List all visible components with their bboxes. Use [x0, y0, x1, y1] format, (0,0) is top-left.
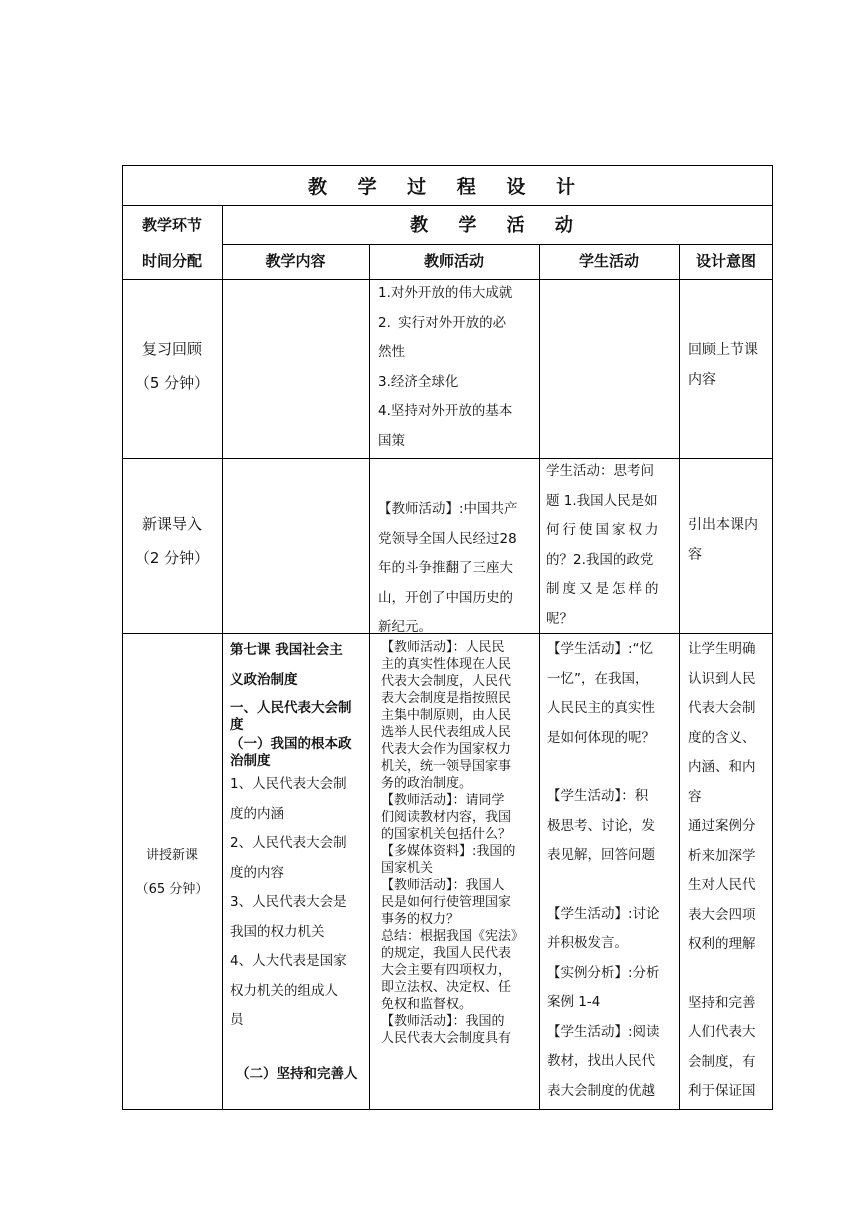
student-line: 【学生活动】：积 [547, 788, 649, 804]
section-heading: 度 [230, 717, 244, 733]
student-line: 并积极发言。 [547, 935, 628, 951]
teacher-line: 山，开创了中国历史的 [378, 589, 513, 606]
intent-line: 表大会四项 [688, 906, 756, 923]
intent-line: 引出本课内 [688, 517, 758, 533]
student-line: 教材，找出人民代 [547, 1053, 655, 1069]
student-line: 【学生活动】:“忆 [547, 641, 654, 657]
row-lesson-student [547, 635, 677, 1106]
header-intent: 设计意图 [695, 252, 756, 270]
teacher-line: 务的政治制度。 [381, 776, 473, 791]
segment-time: （2 分钟） [134, 549, 210, 567]
teacher-line: 4.坚持对外开放的基本 [378, 403, 513, 419]
subsection-heading: 治制度 [230, 753, 271, 769]
teacher-line: 代表大会制度，人民代 [381, 674, 512, 689]
teacher-line: 【教师活动】:中国共产 [378, 501, 518, 517]
teacher-line: 机关，统一领导国家事 [381, 759, 512, 774]
lesson-title-line: 第七课 我国社会主 [230, 642, 343, 658]
student-line: 一忆”，在我国， [547, 670, 649, 687]
intent-line: 内容 [688, 371, 716, 388]
student-line: 【实例分析】:分析 [547, 964, 660, 981]
student-line: 表见解，回答问题 [547, 847, 655, 863]
row-intro-segment [122, 507, 222, 575]
table-rule-col2 [369, 244, 370, 1110]
teacher-line: 大会主要有四项权力， [381, 963, 512, 978]
teacher-line: 年的斗争推翻了三座大 [378, 560, 513, 576]
row-lesson-segment [122, 839, 222, 907]
teacher-line: 的规定，我国人民代表 [381, 946, 512, 961]
student-line: 呢？ [546, 610, 573, 627]
table-rule-header-split [222, 244, 773, 245]
student-line: 制度又是怎样的 [546, 581, 662, 597]
row-intro-intent [688, 511, 772, 570]
student-line: 是如何体现的呢？ [547, 729, 655, 746]
intent-line: 生对人民代 [688, 877, 756, 893]
content-item: 1、人民代表大会制 [230, 776, 347, 792]
intent-line: 通过案例分 [688, 818, 756, 834]
teacher-line: 代表大会作为国家权力 [381, 742, 512, 757]
teacher-line: 3.经济全球化 [378, 373, 459, 390]
student-line: 表大会制度的优越 [547, 1082, 655, 1099]
teacher-line: 【教师活动】：我国的 [381, 1014, 505, 1029]
teacher-line: 主集中制原则，由人民 [381, 708, 512, 723]
teacher-line: 然性 [378, 344, 405, 360]
header-segment-time [122, 207, 222, 279]
table-rule-title [122, 205, 773, 206]
intent-line: 代表大会制 [688, 700, 756, 716]
teacher-line: 表大会制度是指按照民 [381, 691, 512, 706]
content-item: 度的内容 [230, 864, 284, 881]
intent-line: 回顾上节课 [688, 342, 758, 358]
intent-line: 析来加深学 [688, 847, 756, 864]
teacher-line: 【教师活动】：人民民 [381, 640, 505, 655]
row-review-teacher [378, 279, 534, 456]
header-teacher: 教师活动 [423, 252, 484, 270]
table-rule-col1 [222, 205, 223, 1110]
teacher-line: 的国家机关包括什么？ [381, 827, 512, 842]
intent-line: 度的含义、 [688, 729, 756, 746]
teacher-line: 【教师活动】：我国人 [381, 878, 505, 893]
header-activities: 教 学 活 动 [410, 215, 585, 236]
table-rule-col3 [539, 244, 540, 1110]
content-item: 3、人民代表大会是 [230, 894, 347, 910]
header-content: 教学内容 [265, 252, 326, 270]
intent-line: 容 [688, 788, 702, 805]
teacher-line: 即立法权、决定权、任 [381, 980, 512, 995]
intent-line: 认识到人民 [688, 670, 756, 687]
content-item: 我国的权力机关 [230, 923, 325, 940]
content-item: 2、人民代表大会制 [230, 835, 347, 851]
table-title: 教 学 过 程 设 计 [307, 176, 588, 198]
student-line: 人民民主的真实性 [547, 700, 655, 716]
intent-line: 坚持和完善 [688, 994, 756, 1011]
student-line: 学生活动：思考问 [546, 463, 654, 479]
teacher-line: 国家机关 [381, 861, 434, 876]
teacher-line: 【多媒体资料】:我国的 [381, 844, 516, 859]
content-item: 员 [230, 1012, 244, 1028]
teacher-line: 人民代表大会制度具有 [381, 1031, 512, 1046]
intent-line: 让学生明确 [688, 641, 756, 657]
teacher-line: 党领导全国人民经过28 [378, 530, 517, 547]
row-review-segment [122, 332, 222, 400]
student-line: 【学生活动】:讨论 [547, 905, 660, 922]
table-border-right [772, 165, 773, 1110]
row-lesson-content [230, 636, 367, 1089]
segment-name: 复习回顾 [141, 340, 202, 358]
teacher-line: 们阅读教材内容，我国 [381, 810, 512, 825]
table-border-top [122, 165, 773, 166]
row-lesson-teacher [381, 639, 539, 1047]
section-heading: 一、人民代表大会制 [230, 700, 352, 716]
teacher-line: 【教师活动】：请同学 [381, 793, 505, 808]
header-student: 学生活动 [578, 252, 639, 270]
teacher-line: 总结：根据我国《宪法》 [381, 929, 525, 944]
intent-line: 人们代表大 [688, 1024, 756, 1040]
row-lesson-intent [688, 635, 772, 1107]
intent-line: 会制度，有 [688, 1053, 756, 1070]
teacher-line: 主的真实性体现在人民 [381, 657, 512, 672]
teacher-line: 1.对外开放的伟大成就 [378, 285, 513, 301]
row-intro-teacher [378, 495, 536, 643]
teacher-line: 免权和监督权。 [381, 997, 473, 1012]
subsection-heading: （一）我国的根本政 [230, 736, 352, 752]
lesson-design-table [122, 165, 773, 1110]
teacher-line: 事务的权力？ [381, 912, 460, 927]
student-line: 题 1.我国人民是如 [546, 492, 658, 509]
teacher-line: 2. 实行对外开放的必 [378, 314, 507, 331]
segment-name: 新课导入 [141, 515, 202, 533]
content-item: 度的内涵 [230, 805, 284, 822]
teacher-line: 国策 [378, 432, 405, 449]
subsection-heading: （二）坚持和完善人 [236, 1065, 358, 1082]
header-segment-label: 教学环节 [141, 216, 202, 234]
student-line: 案例 1-4 [547, 994, 601, 1010]
table-rule-row1 [122, 458, 773, 459]
teacher-line: 新纪元。 [378, 619, 432, 635]
student-line: 极思考、讨论，发 [547, 817, 655, 834]
table-border-left [122, 165, 123, 1110]
teacher-line: 民是如何行使管理国家 [381, 895, 512, 910]
intent-line: 权利的理解 [688, 936, 756, 952]
teacher-line: 选举人民代表组成人民 [381, 725, 512, 740]
segment-time: （5 分钟） [134, 374, 210, 392]
intent-line: 内涵、和内 [688, 759, 756, 775]
intent-line: 利于保证国 [688, 1083, 756, 1099]
table-border-bottom [122, 1109, 773, 1110]
row-intro-student [546, 457, 674, 634]
student-line: 何行使国家权力 [546, 522, 662, 538]
header-time-label: 时间分配 [141, 252, 202, 270]
student-line: 【学生活动】:阅读 [547, 1023, 660, 1040]
intent-line: 容 [688, 546, 702, 563]
segment-name: 讲授新课 [145, 848, 198, 863]
row-review-intent [688, 336, 772, 395]
student-line: 的？2.我国的政党 [546, 551, 654, 568]
lesson-title-line: 义政治制度 [230, 671, 298, 688]
segment-time: （65 分钟） [135, 882, 209, 897]
table-rule-col4 [679, 244, 680, 1110]
content-item: 权力机关的组成人 [230, 982, 338, 999]
content-item: 4、人大代表是国家 [230, 953, 347, 969]
